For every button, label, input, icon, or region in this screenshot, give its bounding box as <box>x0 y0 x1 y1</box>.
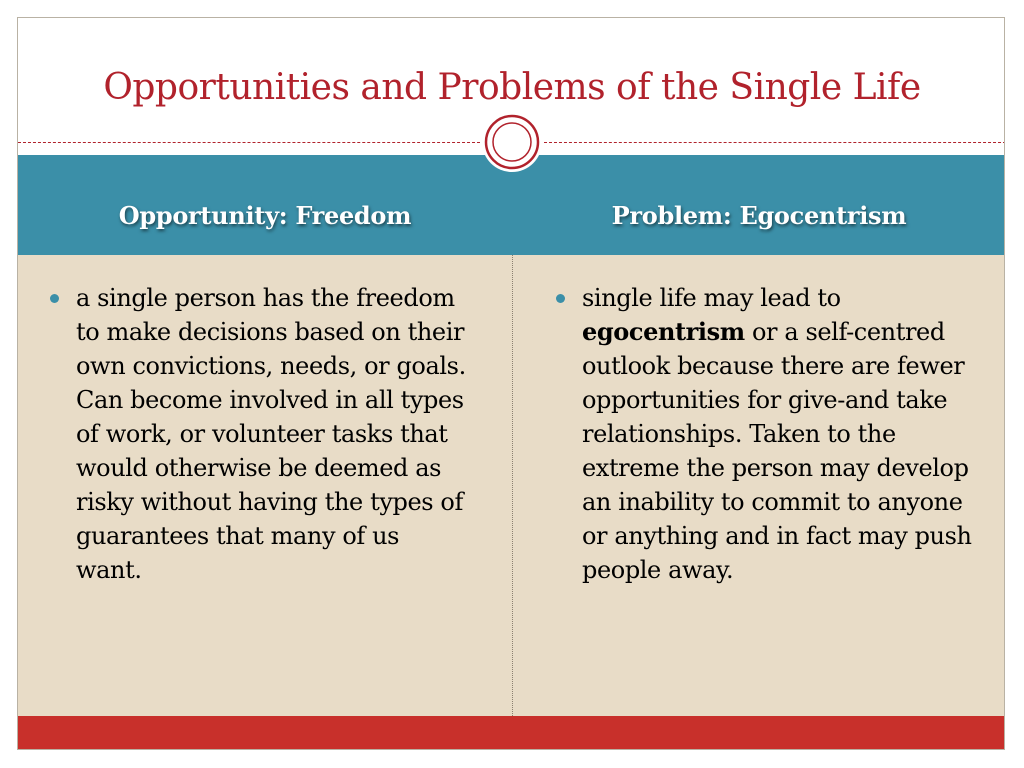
double-ring-circle-icon <box>480 110 544 174</box>
list-item <box>48 281 468 587</box>
list-item <box>554 281 984 587</box>
slide-title: Opportunities and Problems of the Single Life <box>103 67 921 108</box>
bullet-text: a single person has the freedom to make decisions based on their own convictions, needs, or goals. Can become involved in all types of work, or volunteer tasks that would otherwise be deemed as risky without having the types of guarantees that many of us want. <box>76 284 466 584</box>
column-heading-opportunity: Opportunity: Freedom <box>118 201 412 230</box>
bullet-text: or a self-centred outlook because there are fewer opportunities for give-and take relationships. Taken to the extreme the person may develop an inability to commit to anyone or anything and in fact may push people away. <box>582 318 972 584</box>
opportunity-bullet-list <box>48 281 468 587</box>
title-divider-right <box>544 142 1005 143</box>
slide <box>17 17 1005 750</box>
emphasized-term: egocentrism <box>582 317 745 346</box>
problem-bullet-list <box>554 281 984 587</box>
bullet-text: single life may lead to <box>582 284 841 312</box>
title-divider-left <box>18 142 480 143</box>
round-bullet-icon <box>50 294 59 303</box>
column-divider <box>512 255 513 716</box>
footer-band <box>18 716 1005 750</box>
round-bullet-icon <box>556 294 565 303</box>
column-heading-problem: Problem: Egocentrism <box>611 201 907 230</box>
